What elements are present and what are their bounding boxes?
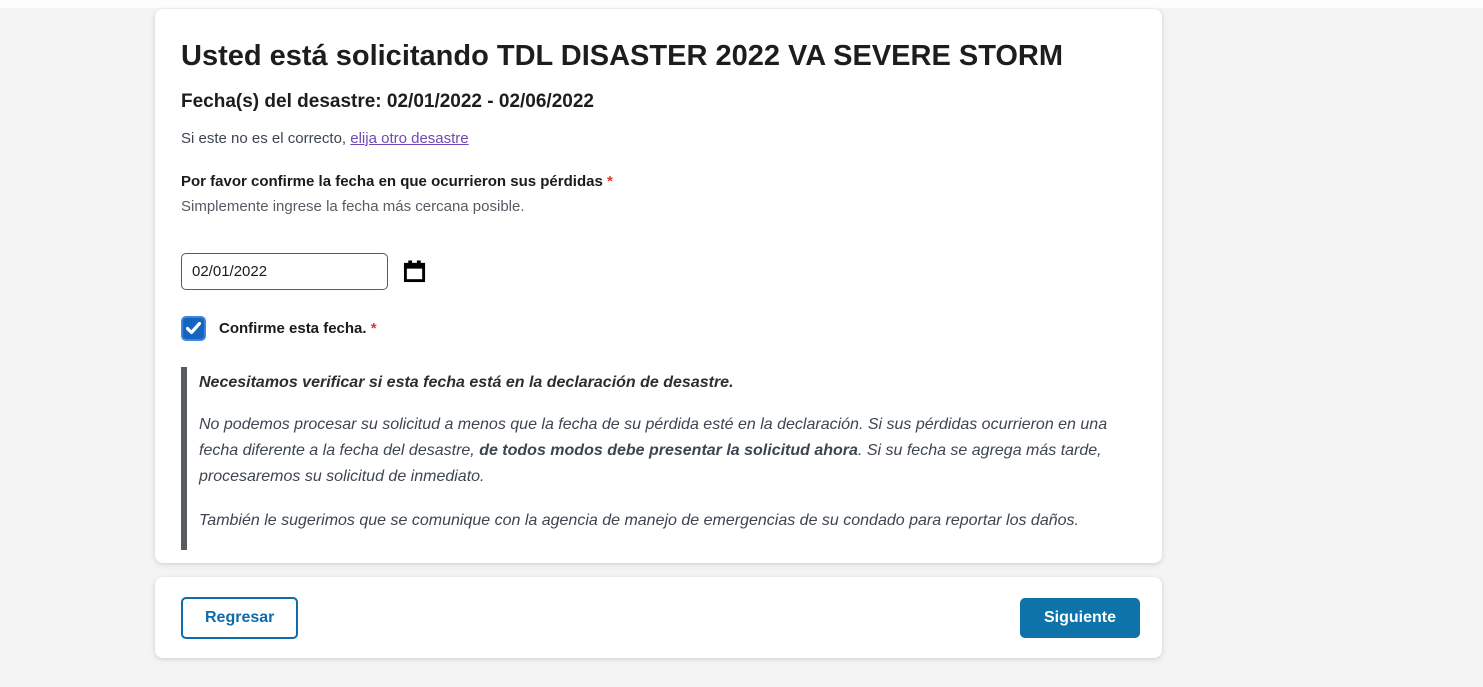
info-paragraph-1-end: . Si su fecha se agrega más tarde, procesaremos su solicitud de inmediato.: [199, 442, 1102, 485]
date-field-row: [181, 253, 1138, 290]
date-hint: Simplemente ingrese la fecha más cercana posible.: [181, 198, 525, 215]
required-asterisk: *: [606, 173, 613, 190]
confirm-date-label-text: Confirme esta fecha.: [219, 320, 367, 337]
confirm-date-row: [181, 316, 1138, 341]
wrong-disaster-line: [181, 129, 1138, 149]
date-question-text: Por favor confirme la fecha en que ocurrieron sus pérdidas: [181, 173, 603, 190]
confirm-date-checkbox[interactable]: [181, 316, 206, 341]
required-asterisk: *: [370, 320, 377, 337]
calendar-picker-button[interactable]: [403, 260, 426, 283]
calendar-icon: [403, 260, 426, 283]
declaration-info-box: [181, 367, 1134, 550]
disaster-dates-text: Fecha(s) del desastre: 02/01/2022 - 02/06/2022: [181, 91, 594, 112]
disaster-confirmation-card: [155, 9, 1162, 563]
date-question-label: [181, 172, 1138, 192]
confirm-date-label: [219, 320, 377, 337]
info-paragraph-2: También le sugerimos que se comunique con la agencia de manejo de emergencias de su condado para reportar los daños.: [199, 512, 1079, 529]
wrong-disaster-prefix: Si este no es el correcto,: [181, 130, 351, 147]
back-button[interactable]: Regresar: [181, 597, 298, 639]
checkmark-icon: [186, 322, 201, 335]
page-title: Usted está solicitando TDL DISASTER 2022 VA SEVERE STORM: [181, 40, 1064, 72]
navigation-footer-card: [155, 577, 1162, 658]
choose-other-disaster-link[interactable]: elija otro desastre: [350, 130, 469, 147]
info-paragraph-1: [199, 412, 1134, 490]
next-button[interactable]: Siguiente: [1020, 598, 1140, 638]
loss-date-input[interactable]: [181, 253, 388, 290]
info-paragraph-1-start: No podemos procesar su solicitud a menos que la fecha de su pérdida esté en la declaración. Si sus pérdidas ocurrieron en una fecha diferente a la fecha del desastre,: [199, 416, 1108, 459]
info-paragraph-1-bold: de todos modos debe presentar la solicitud ahora: [479, 442, 858, 459]
top-strip: [0, 0, 1483, 8]
info-heading: Necesitamos verificar si esta fecha está en la declaración de desastre.: [199, 374, 734, 391]
